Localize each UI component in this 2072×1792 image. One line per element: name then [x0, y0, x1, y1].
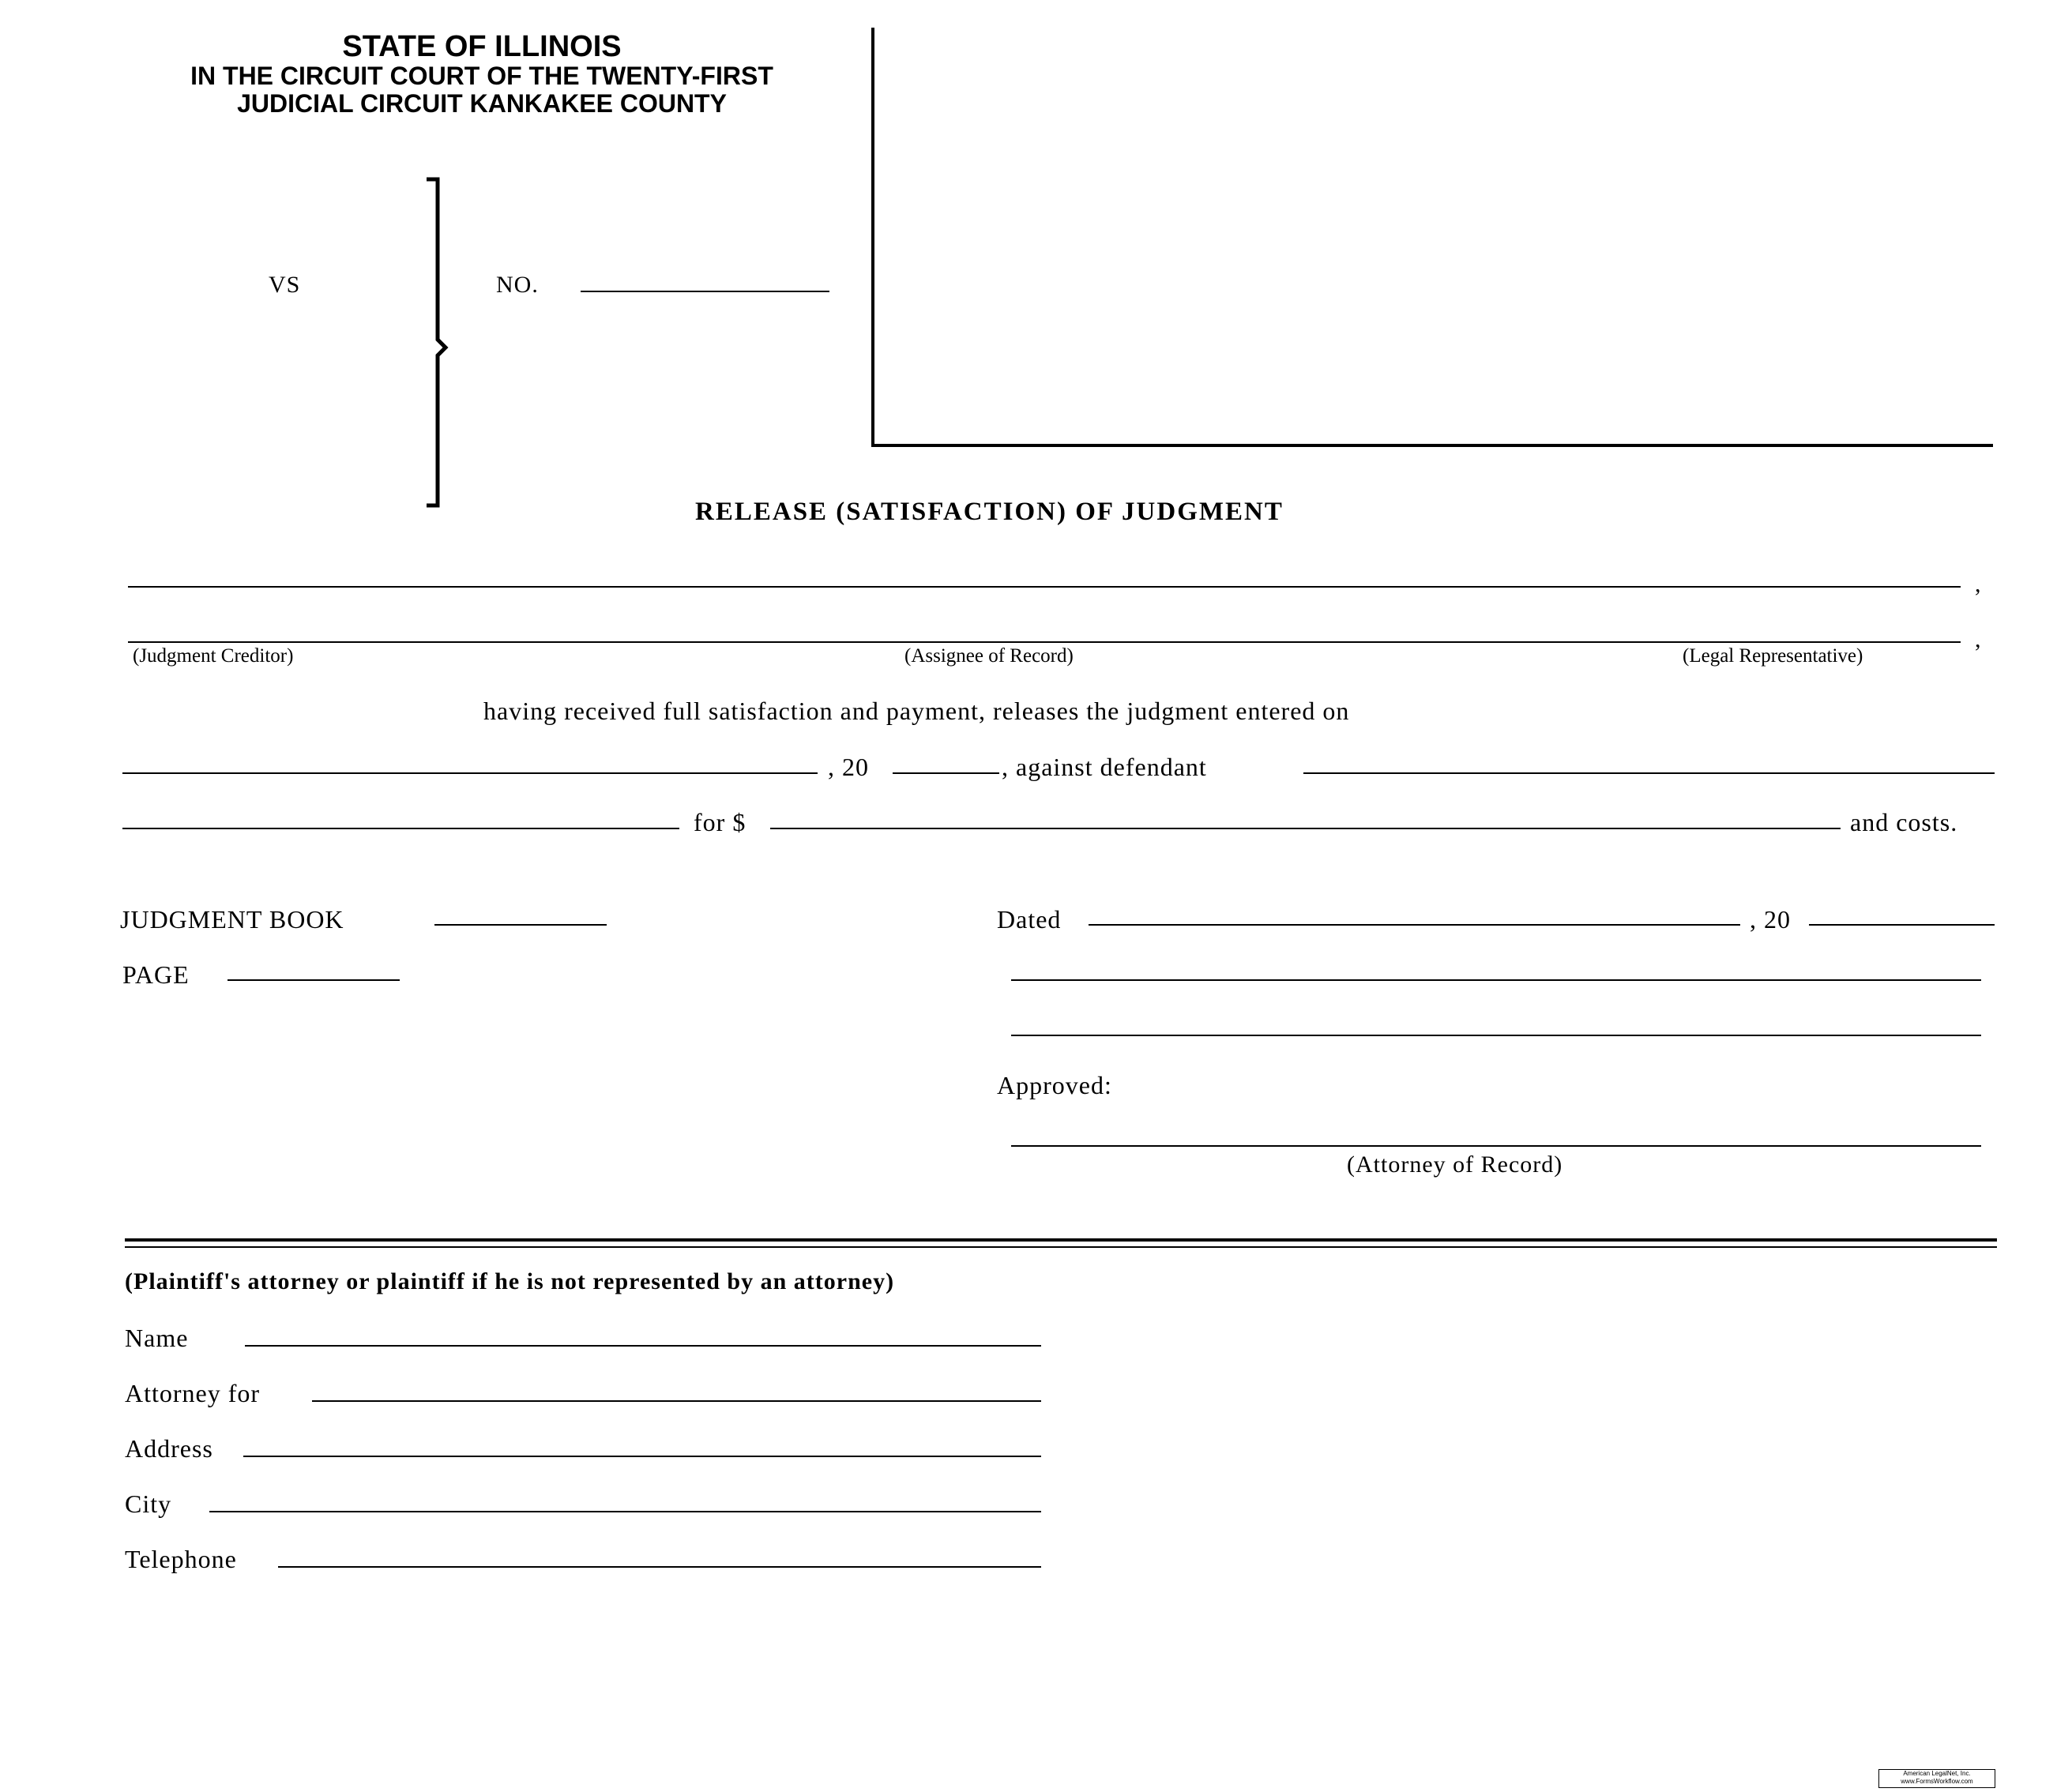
name-label: Name — [125, 1324, 189, 1352]
judgment-creditor-label: (Judgment Creditor) — [133, 645, 294, 667]
defendant-line-2[interactable] — [122, 828, 679, 829]
year-prefix: , 20 — [828, 753, 869, 781]
case-number-field[interactable] — [581, 291, 829, 292]
comma-mark: , — [1975, 571, 1981, 597]
attorney-for-label: Attorney for — [125, 1379, 261, 1407]
and-costs-label: and costs. — [1850, 808, 1958, 836]
vs-label: VS — [269, 272, 301, 298]
assignee-label: (Assignee of Record) — [904, 645, 1074, 667]
attorney-for-field[interactable] — [312, 1400, 1041, 1402]
telephone-label: Telephone — [125, 1545, 237, 1573]
publisher-stamp-line-1: American LegalNet, Inc. — [1903, 1770, 1971, 1777]
address-label: Address — [125, 1434, 213, 1463]
dated-label: Dated — [997, 905, 1062, 934]
stamp-box-left — [871, 28, 874, 446]
dated-field[interactable] — [1089, 924, 1740, 926]
name-field[interactable] — [245, 1345, 1041, 1347]
publisher-stamp-line-2: www.FormsWorkflow.com — [1901, 1778, 1973, 1785]
city-field[interactable] — [209, 1511, 1041, 1512]
judgment-book-field[interactable] — [434, 924, 607, 926]
telephone-field[interactable] — [278, 1566, 1041, 1568]
judgment-book-label: JUDGMENT BOOK — [120, 905, 344, 934]
form-title: RELEASE (SATISFACTION) OF JUDGMENT — [695, 498, 1284, 526]
plaintiff-heading: (Plaintiff's attorney or plaintiff if he is not represented by an attorney) — [125, 1268, 895, 1294]
signature-line-1[interactable] — [1011, 979, 1981, 981]
attorney-signature-line[interactable] — [1011, 1145, 1981, 1147]
legal-rep-label: (Legal Representative) — [1683, 645, 1863, 667]
stamp-box-bottom — [871, 444, 1993, 447]
for-amount-label: for $ — [694, 808, 746, 836]
address-field[interactable] — [243, 1456, 1041, 1457]
divider-rule-bottom — [125, 1246, 1997, 1248]
judgment-date-field[interactable] — [122, 772, 818, 774]
judgment-year-field[interactable] — [893, 772, 999, 774]
comma-mark: , — [1975, 626, 1981, 652]
attorney-of-record-label: (Attorney of Record) — [1347, 1151, 1563, 1178]
dated-year-field[interactable] — [1809, 924, 1995, 926]
caption-bracket — [411, 170, 458, 517]
publisher-stamp — [1878, 1769, 1995, 1788]
defendant-field[interactable] — [1303, 772, 1995, 774]
page-label: PAGE — [122, 960, 190, 989]
judgment-creditor-line-2[interactable] — [128, 641, 1961, 643]
case-number-label: NO. — [496, 272, 539, 298]
dated-year-prefix: , 20 — [1750, 905, 1791, 934]
approved-label: Approved: — [997, 1071, 1112, 1099]
amount-field[interactable] — [770, 828, 1841, 829]
divider-rule-top — [125, 1238, 1997, 1242]
judgment-creditor-line-1[interactable] — [128, 586, 1961, 588]
signature-line-2[interactable] — [1011, 1035, 1981, 1036]
page-field[interactable] — [228, 979, 400, 981]
header-state: STATE OF ILLINOIS — [342, 30, 622, 63]
header-county: JUDICIAL CIRCUIT KANKAKEE COUNTY — [237, 89, 727, 118]
against-defendant-label: , against defendant — [1002, 753, 1207, 781]
satisfaction-sentence: having received full satisfaction and payment, releases the judgment entered on — [483, 697, 1350, 725]
header-court: IN THE CIRCUIT COURT OF THE TWENTY-FIRST — [190, 62, 773, 90]
city-label: City — [125, 1490, 172, 1518]
